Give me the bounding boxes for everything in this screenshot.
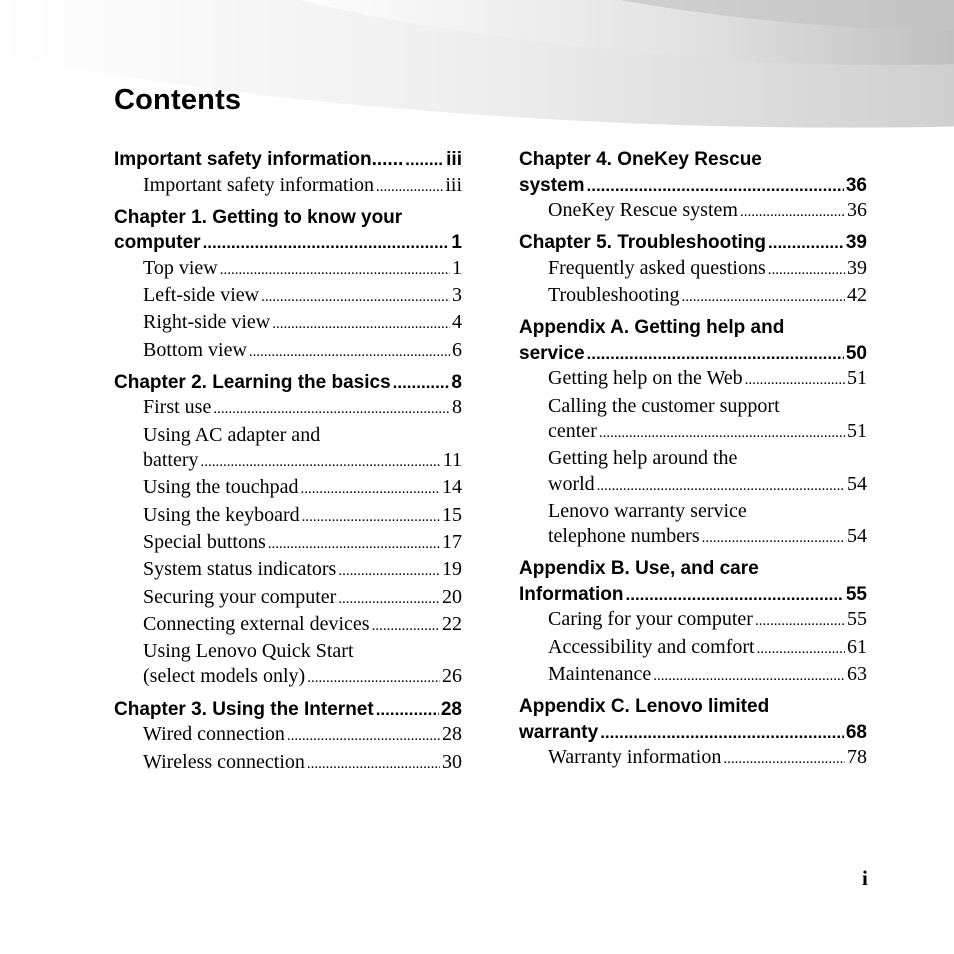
page-ref: 61 [847,635,867,658]
dot-leader [268,530,440,557]
toc-line-text: Chapter 3. Using the Internet [114,698,374,720]
page-ref: 42 [847,284,867,307]
dot-leader [405,147,444,173]
toc-section [114,205,462,365]
page-ref: 30 [442,750,462,773]
dot-leader [201,448,441,475]
page-ref: 19 [442,558,462,581]
dot-leader [261,283,450,310]
page-ref: 22 [442,612,462,635]
dot-leader [768,230,844,256]
page-ref: 11 [442,449,462,472]
toc-entry[interactable] [114,557,462,584]
toc-chapter-heading[interactable] [114,205,462,256]
toc-line-text: service [519,342,585,364]
toc-entry[interactable] [519,635,867,662]
page-ref: 51 [847,367,867,390]
dot-leader [682,283,845,310]
toc-line-text: Calling the customer support [548,394,780,417]
page-ref: 39 [847,256,867,279]
toc-entry[interactable] [114,283,462,310]
toc-line-text: Getting help around the [548,447,738,470]
toc-section [519,147,867,225]
toc-line-text: Accessibility and comfort [548,635,755,658]
toc-line-text: computer [114,232,201,254]
toc-line-text: world [548,472,595,495]
toc-line-text: Chapter 1. Getting to know your [114,206,403,228]
toc-line-text: Important safety information...... [114,149,404,170]
toc-entry[interactable] [114,612,462,639]
page-title: Contents [114,84,242,116]
toc-line-text: (select models only) [143,665,306,688]
dot-leader [587,341,844,367]
toc-line-text: Troubleshooting [548,284,680,307]
toc-chapter-heading[interactable] [114,370,462,396]
toc-chapter-heading[interactable] [519,230,867,256]
dot-leader [307,664,440,691]
page-ref: 28 [442,723,462,746]
toc-line-text: battery [143,449,199,472]
dot-leader [272,310,450,337]
page-ref: 55 [847,608,867,631]
toc-line-text: telephone numbers [548,525,700,548]
toc-chapter-heading[interactable] [519,694,867,745]
toc-entry[interactable] [114,585,462,612]
dot-leader [599,419,845,446]
toc-line-text: Warranty information [548,746,722,769]
toc-line-text: warranty [519,721,599,743]
page-ref: 3 [452,284,462,307]
toc-entry[interactable] [114,503,462,530]
toc-entry[interactable] [114,530,462,557]
dot-leader [213,395,450,422]
toc-section [519,556,867,689]
toc-line-text: Important safety information [143,173,375,196]
page-ref: 20 [442,585,462,608]
toc-entry[interactable] [114,310,462,337]
toc-line-text: Information [519,583,624,605]
dot-leader [203,230,450,256]
toc-entry[interactable] [114,722,462,749]
page-ref: 68 [845,721,867,743]
toc-entry[interactable] [114,639,462,692]
toc-entry[interactable] [519,499,867,552]
toc-section [519,230,867,310]
toc-line-text: Chapter 2. Learning the basics [114,371,391,393]
toc-section [114,697,462,777]
page-ref: 6 [452,338,462,361]
toc-line-text: Securing your computer [143,585,337,608]
toc-entry[interactable] [519,607,867,634]
page-ref: iii [446,149,462,170]
toc-chapter-heading[interactable] [519,147,867,198]
dot-leader [755,607,845,634]
toc-entry[interactable] [519,283,867,310]
page-ref: 78 [847,746,867,769]
toc-entry[interactable] [114,475,462,502]
dot-leader [768,256,845,283]
toc-entry[interactable] [519,662,867,689]
page-ref: 28 [440,698,462,720]
toc-line-text: System status indicators [143,558,337,581]
dot-leader [757,635,845,662]
dot-leader [393,370,450,396]
toc-line-text: Right-side view [143,311,271,334]
page-ref: 4 [452,311,462,334]
toc-line-text: Using the touchpad [143,476,299,499]
header-swoosh-graphic [0,0,954,140]
toc-entry[interactable] [519,745,867,772]
page-ref: 36 [845,174,867,196]
toc-chapter-heading[interactable] [519,315,867,366]
dot-leader [587,173,844,199]
dot-leader [338,557,440,584]
page-ref: 39 [845,232,867,254]
page-ref: 15 [442,503,462,526]
toc-entry[interactable] [114,173,462,200]
page-ref: iii [445,173,462,196]
toc-line-text: Special buttons [143,530,266,553]
toc-line-text: Left-side view [143,284,260,307]
toc-entry[interactable] [519,394,867,447]
toc-section [519,694,867,772]
page-ref: 8 [452,396,462,419]
page-ref: 14 [442,476,462,499]
toc-line-text: Connecting external devices [143,612,370,635]
toc-entry[interactable] [519,366,867,393]
dot-leader [376,697,439,723]
toc-line-text: Top view [143,256,218,279]
toc-entry[interactable] [114,395,462,422]
dot-leader [600,720,844,746]
toc-line-text: Chapter 5. Troubleshooting [519,232,767,254]
toc-entry[interactable] [519,198,867,225]
toc-line-text: Using the keyboard [143,503,300,526]
dot-leader [302,503,440,530]
page-number: i [862,866,868,890]
dot-leader [338,585,440,612]
toc-line-text: Chapter 4. OneKey Rescue [519,149,762,170]
toc-entry[interactable] [114,256,462,283]
toc-line-text: Appendix C. Lenovo limited [519,696,770,718]
dot-leader [301,475,440,502]
toc-line-text: Maintenance [548,663,652,686]
toc-entry[interactable] [519,446,867,499]
page-ref: 51 [847,419,867,442]
dot-leader [653,662,845,689]
toc-line-text: Bottom view [143,338,247,361]
toc-line-text: Getting help on the Web [548,367,743,390]
toc-line-text: First use [143,396,212,419]
toc-section [114,370,462,692]
toc-line-text: Frequently asked questions [548,256,766,279]
toc-chapter-heading[interactable] [114,147,462,173]
toc-entry[interactable] [114,750,462,777]
page-ref: 1 [451,232,462,254]
toc-section [519,315,867,551]
page-ref: 17 [442,530,462,553]
toc-chapter-heading[interactable] [114,697,462,723]
dot-leader [287,722,440,749]
toc-line-text: Wireless connection [143,750,305,773]
toc-chapter-heading[interactable] [519,556,867,607]
toc-line-text: Caring for your computer [548,608,753,631]
toc-entry[interactable] [114,423,462,476]
page-ref: 54 [847,525,867,548]
toc-line-text: Lenovo warranty service [548,499,747,522]
dot-leader [745,366,845,393]
toc-line-text: Appendix B. Use, and care [519,558,759,580]
dot-leader [723,745,845,772]
toc-line-text: system [519,174,585,196]
toc-line-text: OneKey Rescue system [548,199,738,221]
dot-leader [220,256,450,283]
dot-leader [372,612,440,639]
toc-entry[interactable] [114,338,462,365]
dot-leader [626,582,844,608]
dot-leader [597,472,845,499]
dot-leader [740,198,845,225]
page-ref: 63 [847,663,867,686]
dot-leader [249,338,450,365]
toc-line-text: Using Lenovo Quick Start [143,640,354,663]
page-ref: 55 [845,583,867,605]
toc-line-text: Using AC adapter and [143,423,321,446]
toc-line-text: Wired connection [143,723,285,746]
page-ref: 1 [452,256,462,279]
toc-column-right [519,147,867,778]
dot-leader [307,750,440,777]
page-ref: 50 [845,342,867,364]
toc-section [114,147,462,200]
dot-leader [376,173,443,200]
toc-line-text: Appendix A. Getting help and [519,317,785,339]
toc-line-text: center [548,419,597,442]
page-ref: 36 [847,199,867,221]
toc-entry[interactable] [519,256,867,283]
page-ref: 8 [451,371,462,393]
page-ref: 26 [442,665,462,688]
dot-leader [702,524,845,551]
page-ref: 54 [847,472,867,495]
toc-column-left [114,147,462,782]
